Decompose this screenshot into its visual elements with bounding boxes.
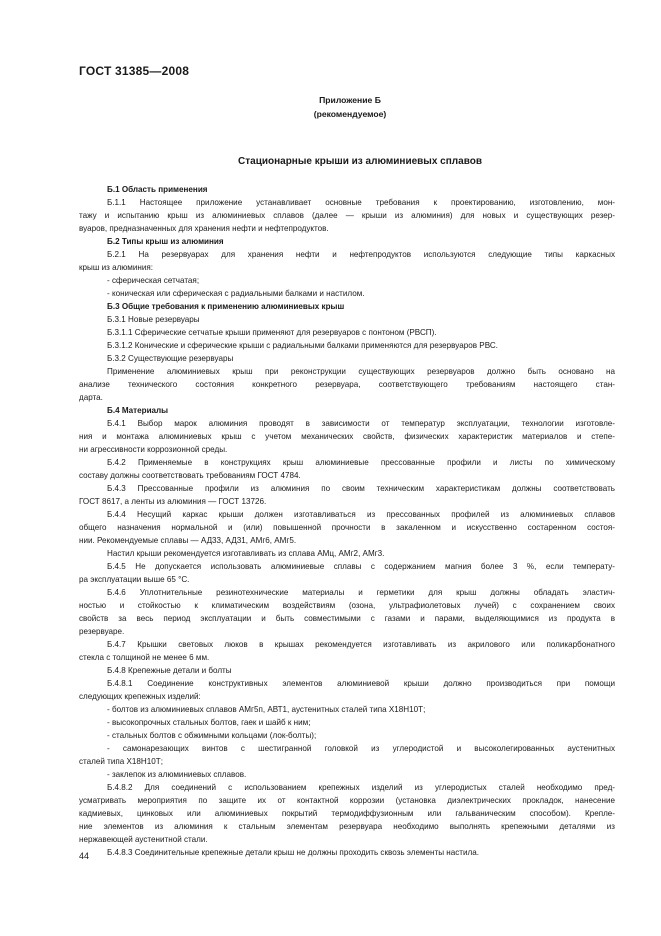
paragraph-line: крыш из алюминия: xyxy=(79,263,153,272)
subsection-heading: Б.3.2 Существующие резервуары xyxy=(107,354,234,363)
paragraph-line: общего назначения нормальной и (или) повышенной прочности в закаленном и искусственно состаренном состоя- xyxy=(79,523,615,532)
annex-status: (рекомендуемое) xyxy=(313,109,387,119)
paragraph-line: Применение алюминиевых крыш при реконструкции существующих резервуаров должно быть основано на xyxy=(107,367,615,376)
paragraph-line: дарта. xyxy=(79,393,103,402)
section-heading: Б.3 Общие требования к применению алюминиевых крыш xyxy=(107,302,345,311)
list-item: - болтов из алюминиевых сплавов АМг5п, АВТ1, аустенитных сталей типа Х18Н10Т; xyxy=(107,705,426,714)
paragraph-line: ра эксплуатации выше 65 °С. xyxy=(79,575,190,584)
paragraph-line: Б.4.8.2 Для соединений с использованием крепежных изделий из углеродистых сталей необходимо пред- xyxy=(107,783,615,792)
section-heading: Б.2 Типы крыш из алюминия xyxy=(107,237,224,246)
paragraph-line: анализе технического состояния конкретного резервуара, соответствующего требованиям настоящего стан- xyxy=(79,380,615,389)
section-heading: Б.4 Материалы xyxy=(107,406,169,415)
list-item: - стальных болтов с обжимными кольцами (лок-болты); xyxy=(107,731,317,740)
paragraph-line: Б.4.2 Применяемые в конструкциях крыш алюминиевые прессованные профили и листы по химическому xyxy=(107,458,615,467)
list-item: - самонарезающих винтов с шестигранной головкой из углеродистой и высоколегированных аустенитных xyxy=(107,744,615,753)
paragraph-line: Б.1.1 Настоящее приложение устанавливает основные требования к проектированию, изготовлению, мон- xyxy=(107,198,615,207)
paragraph-line: Б.4.5 Не допускается использовать алюминиевые сплавы с содержанием магния более 3 %, если температу- xyxy=(107,562,615,571)
standard-header: ГОСТ 31385—2008 xyxy=(79,64,190,78)
paragraph-line: нии. Рекомендуемые сплавы — АД33, АД31, АМг6, АМг5. xyxy=(79,536,297,545)
list-item: - коническая или сферическая с радиальными балками и настилом. xyxy=(107,289,365,298)
paragraph-line: Настил крыши рекомендуется изготавливать из сплава АМц, АМг2, АМг3. xyxy=(107,549,385,558)
paragraph-line: Б.4.3 Прессованные профили из алюминия по своим техническим характеристикам должны соответствовать xyxy=(107,484,615,493)
list-item: - высокопрочных стальных болтов, гаек и шайб к ним; xyxy=(107,718,311,727)
paragraph-line: ния и монтажа алюминиевых крыш с учетом механических свойств, физических характеристик материалов и степе- xyxy=(79,432,615,441)
paragraph-line: кадмиевых, цинковых или алюминиевых покрытий термодиффузионным или гальваническим способом). Крепле- xyxy=(79,809,615,818)
annex-title: Стационарные крыши из алюминиевых сплавов xyxy=(238,156,482,167)
paragraph-line: составу должны соответствовать требованиям ГОСТ 4784. xyxy=(79,471,301,480)
paragraph-line: Б.2.1 На резервуарах для хранения нефти и нефтепродуктов используются следующие типы каркасных xyxy=(107,250,615,259)
paragraph-line: Б.4.4 Несущий каркас крыши должен изготавливаться из прессованных профилей из алюминиевых сплавов xyxy=(107,510,615,519)
paragraph-line: ние элементов из алюминия к стальным элементам резервуара необходимо выполнять крепежными деталями из xyxy=(79,822,615,831)
paragraph-line: Б.4.8.1 Соединение конструктивных элементов алюминиевой крыши должно производиться при помощи xyxy=(107,679,615,688)
paragraph-line: Б.3.1.2 Конические и сферические крыши с радиальными балками применяются для резервуаров РВС. xyxy=(107,341,498,350)
paragraph-line: свойств за весь период эксплуатации и быть совместимыми с газами и парами, выделяющимися из продукта в xyxy=(79,614,615,623)
subsection-heading: Б.3.1 Новые резервуары xyxy=(107,315,200,324)
paragraph-line: следующих крепежных изделий: xyxy=(79,692,201,701)
paragraph-line: Б.4.6 Уплотнительные резинотехнические материалы и герметики для крыш должны обладать эластич- xyxy=(107,588,615,597)
subsection-heading: Б.4.8 Крепежные детали и болты xyxy=(107,666,232,675)
list-item: - заклепок из алюминиевых сплавов. xyxy=(107,770,247,779)
list-item: - сферическая сетчатая; xyxy=(107,276,200,285)
paragraph-line: резервуаре. xyxy=(79,627,125,636)
paragraph-line: Б.3.1.1 Сферические сетчатые крыши применяют для резервуаров с понтоном (РВСП). xyxy=(107,328,437,337)
paragraph-line: Б.4.8.3 Соединительные крепежные детали крыш не должны проходить сквозь элементы настила. xyxy=(107,848,480,857)
page-number: 44 xyxy=(79,851,90,861)
paragraph-line: Б.4.7 Крышки световых люков в крышах рекомендуется изготавливать из акрилового или поликарбонатного xyxy=(107,640,615,649)
paragraph-line: ни агрессивности коррозионной среды. xyxy=(79,445,228,454)
paragraph-line: тажу и испытанию крыш из алюминиевых сплавов (далее — крыши из алюминия) для новых и существующих резер- xyxy=(79,211,615,220)
paragraph-line: Б.4.1 Выбор марок алюминия проводят в зависимости от температур эксплуатации, технологии изготовле- xyxy=(107,419,615,428)
paragraph-line: вуаров, предназначенных для хранения нефти и нефтепродуктов. xyxy=(79,224,329,233)
paragraph-line: ГОСТ 8617, а ленты из алюминия — ГОСТ 13726. xyxy=(79,497,267,506)
paragraph-line: стекла с толщиной не менее 6 мм. xyxy=(79,653,210,662)
paragraph-line: ностью и стойкостью к климатическим воздействиям (озона, ультрафиолетовых лучей) с сохранением своих xyxy=(79,601,615,610)
paragraph-line: сталей типа Х18Н10Т; xyxy=(79,757,163,766)
annex-label: Приложение Б xyxy=(319,95,381,105)
paragraph-line: нержавеющей аустенитной стали. xyxy=(79,835,208,844)
paragraph-line: усматривать мероприятия по защите их от контактной коррозии (установка диэлектрических прокладок, нанесение xyxy=(79,796,615,805)
section-heading: Б.1 Область применения xyxy=(107,185,208,194)
